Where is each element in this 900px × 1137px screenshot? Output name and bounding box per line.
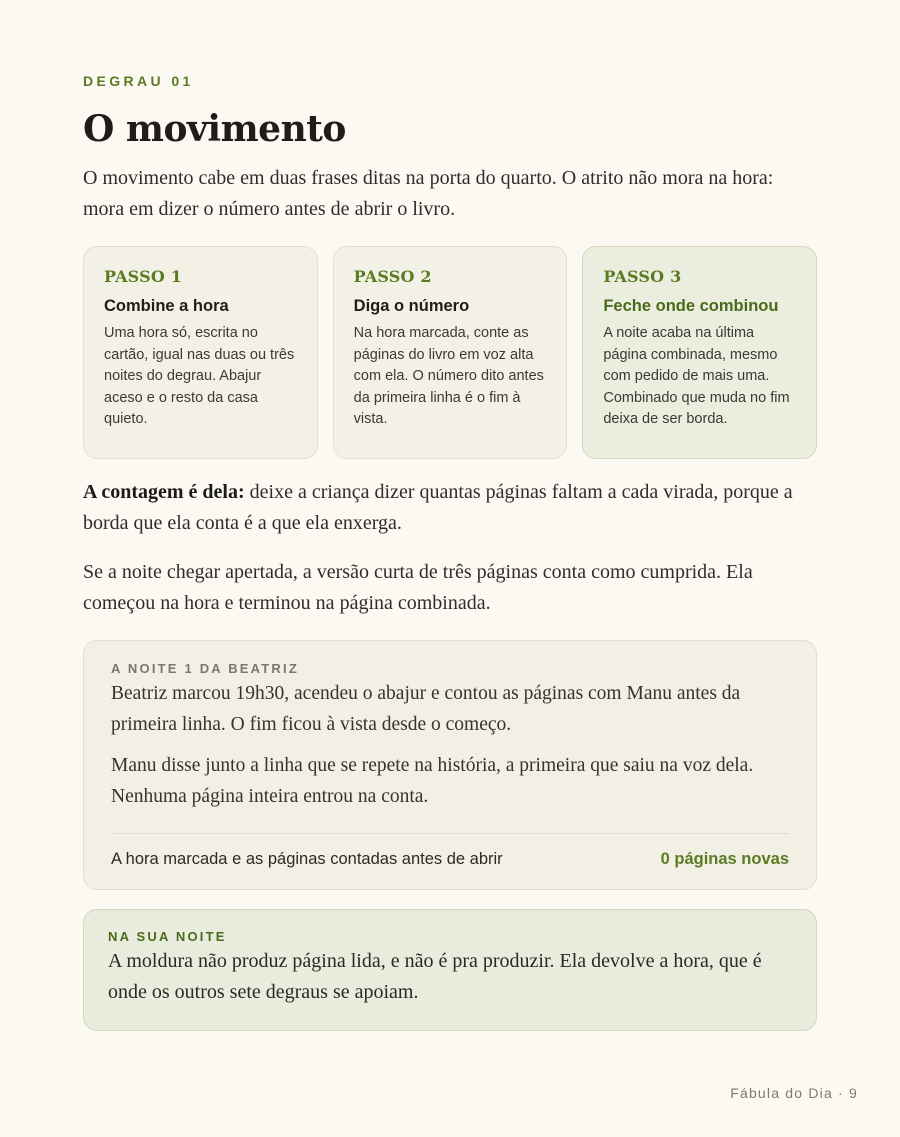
short-version-paragraph: Se a noite chegar apertada, a versão curta de três páginas conta como cumprida. Ela começou na hora e terminou na página combinada. [83, 561, 753, 614]
story-paragraph: Beatriz marcou 19h30, acendeu o abajur e contou as páginas com Manu antes da primeira linha. O fim ficou à vista desde o começo. [111, 683, 741, 735]
step-title: Feche onde combinou [603, 297, 779, 315]
step-text: Na hora marcada, conte as páginas do livro em voz alta com ela. O número dito antes da primeira linha é o fim à vista. [353, 325, 544, 428]
your-night-callout [83, 909, 817, 1031]
step-kicker: PASSO 1 [104, 267, 183, 286]
counting-text: deixe a criança dizer quantas páginas faltam a cada virada, porque a borda que ela conta é a que ela enxerga. [83, 481, 793, 534]
lead-paragraph: O movimento cabe em duas frases ditas na porta do quarto. O atrito não mora na hora: mora em dizer o número antes de abrir o livro. [83, 167, 774, 220]
counting-label: A contagem é dela: [83, 481, 245, 503]
page-folio: Fábula do Dia · 9 [730, 1085, 858, 1101]
story-box [83, 640, 817, 890]
step-title: Diga o número [353, 297, 470, 315]
page-title: O movimento [83, 108, 346, 150]
step-card-2 [333, 246, 568, 459]
counting-paragraph [83, 477, 817, 539]
step-text: A noite acaba na última página combinada, mesmo com pedido de mais uma. Combinado que muda no fim deixa de ser borda. [603, 325, 790, 428]
steps-row [83, 246, 817, 459]
story-footer-label: A hora marcada e as páginas contadas antes de abrir [111, 850, 503, 868]
step-card-3 [582, 246, 817, 459]
step-kicker: PASSO 2 [353, 267, 432, 286]
step-text: Uma hora só, escrita no cartão, igual nas duas ou três noites do degrau. Abajur aceso e o resto da casa quieto. [104, 325, 295, 428]
callout-text: A moldura não produz página lida, e não é pra produzir. Ela devolve a hora, que é onde os outros sete degraus se apoiam. [108, 950, 762, 1003]
story-kicker: A NOITE 1 DA BEATRIZ [111, 661, 299, 676]
step-card-1 [83, 246, 318, 459]
section-eyebrow: DEGRAU 01 [83, 73, 194, 89]
story-footer-value: 0 páginas novas [660, 850, 789, 868]
story-footer [111, 833, 789, 869]
callout-kicker: NA SUA NOITE [108, 929, 227, 944]
step-title: Combine a hora [104, 297, 229, 315]
step-kicker: PASSO 3 [603, 267, 682, 286]
story-paragraph: Manu disse junto a linha que se repete na história, a primeira que saiu na voz dela. Nenhuma página inteira entrou na conta. [111, 755, 754, 807]
